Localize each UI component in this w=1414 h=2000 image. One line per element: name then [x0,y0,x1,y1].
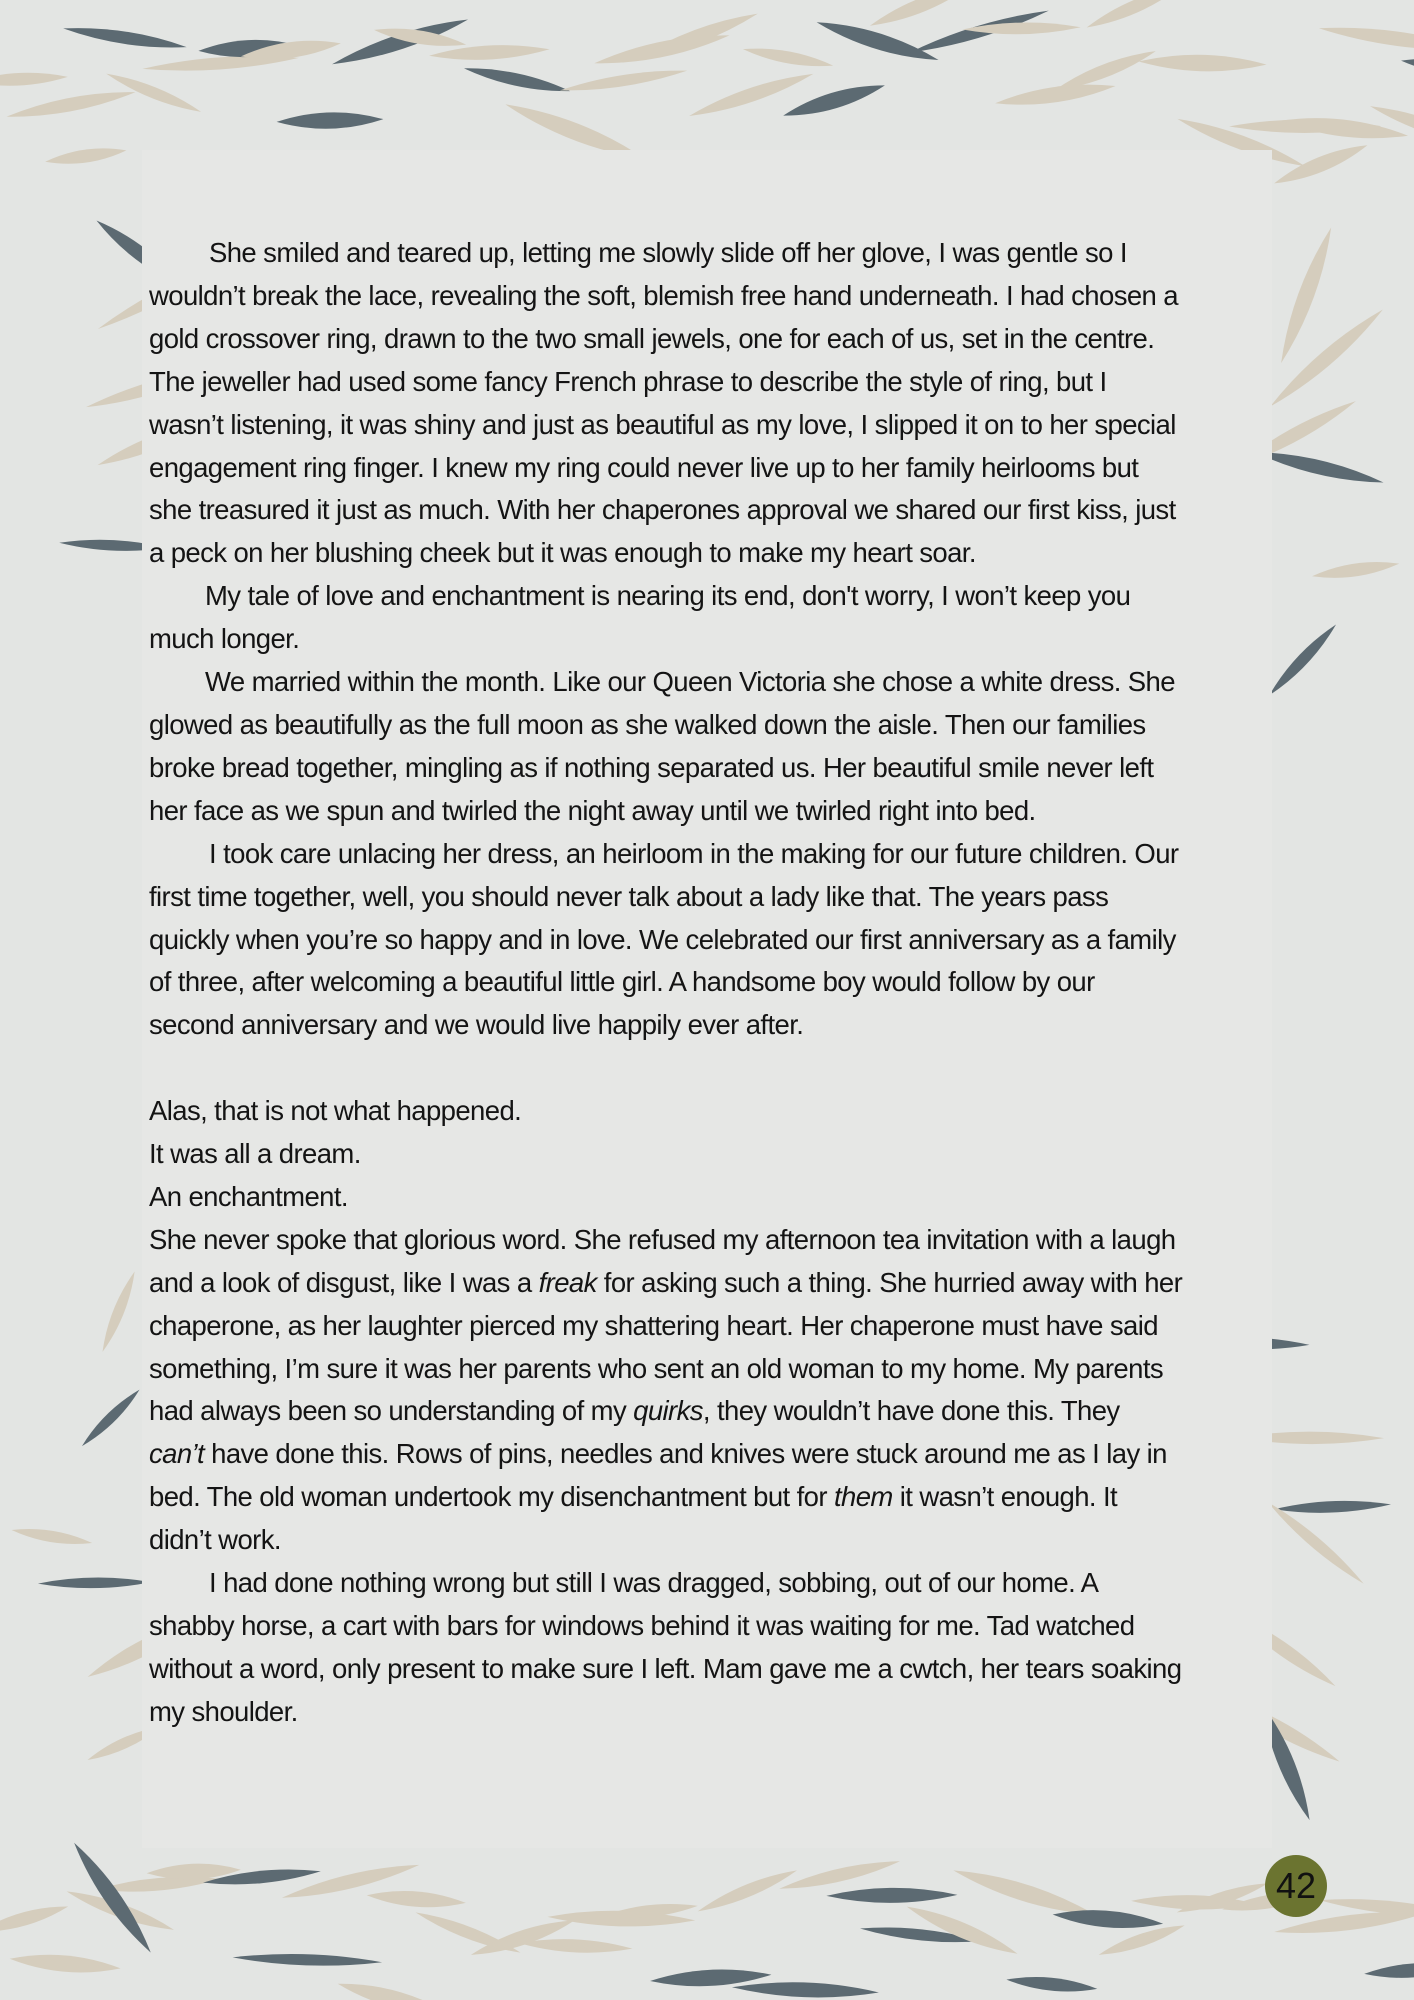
text-line: something, I’m sure it was her parents who sent an old woman to my home. My parents [149,1352,1164,1384]
text-line: her face as we spun and twirled the night away until we twirled right into bed. [149,794,1036,826]
leaf-shape [1274,1499,1392,1515]
leaf-shape [78,1386,143,1450]
leaf-shape [867,0,974,32]
leaf-shape [11,1524,93,1548]
text-line: shabby horse, a cart with bars for windows behind it was waiting for me. Tad watched [149,1609,1135,1641]
emphasis-word: can’t [149,1438,205,1470]
text-line: glowed as beautifully as the full moon as she walked down the aisle. Then our families [149,708,1146,740]
text-line: wouldn’t break the lace, revealing the soft, blemish free hand underneath. I had chosen a [149,279,1178,311]
leaf-shape [781,78,887,124]
text-line: We married within the month. Like our Queen Victoria she chose a white dress. She [205,666,1175,698]
leaf-shape [0,71,68,88]
text-line: didn’t work. [149,1524,281,1556]
leaf-shape [826,1887,957,1903]
leaf-shape [1084,0,1184,33]
leaf-shape [232,1952,382,1968]
leaf-shape [559,65,688,96]
text-run: , they wouldn’t have done this. They [702,1395,1120,1427]
text-line [149,1476,1274,1519]
text-line: of three, after welcoming a beautiful little girl. A handsome boy would follow by our [149,966,1095,998]
text-line: I had done nothing wrong but still I was dragged, sobbing, out of our home. A [209,1567,1099,1599]
text-line: It was all a dream. [149,1138,361,1170]
leaf-shape [5,86,136,124]
leaf-shape [1006,1973,1098,1995]
emphasis-word: quirks [633,1395,703,1427]
leaf-shape [994,78,1117,110]
text-line: My tale of love and enchantment is nearing its end, don't worry, I won’t keep you [205,580,1131,612]
text-line: An enchantment. [149,1180,348,1212]
leaf-shape [276,111,383,130]
text-run: it wasn’t enough. It [892,1481,1118,1513]
leaf-shape [38,1577,151,1589]
text-run: for asking such a thing. She hurried away with her [596,1266,1183,1298]
text-line: She smiled and teared up, letting me slowly slide off her glove, I was gentle so I [209,237,1127,268]
text-line: my shoulder. [149,1695,298,1727]
leaf-shape [62,22,187,53]
story-text [149,232,1274,1734]
text-line: quickly when you’re so happy and in love. We celebrated our first anniversary as a family [149,923,1176,955]
text-run: bed. The old woman undertook my disenchantment but for [149,1481,834,1513]
text-line [149,1262,1274,1305]
paragraph-gap [149,1047,1274,1090]
leaf-shape [1271,138,1370,190]
leaf-shape [336,1976,453,2000]
leaf-shape [1274,225,1339,366]
text-line: second anniversary and we would live happily ever after. [149,1009,804,1041]
text-line: Alas, that is not what happened. [149,1095,522,1127]
leaf-shape [1400,52,1414,86]
emphasis-word: freak [538,1266,597,1298]
emphasis-word: them [833,1481,893,1513]
text-line: she treasured it just as much. With her chaperones approval we shared our first kiss, just [149,494,1176,526]
leaf-shape [9,1951,121,1977]
leaf-shape [732,1980,879,2000]
text-run: have done this. Rows of pins, needles and knives were stuck around me as I lay in [204,1438,1167,1470]
text-line: The jeweller had used some fancy French phrase to describe the style of ring, but I [149,365,1107,397]
leaf-shape [366,1888,466,1911]
text-line: chaperone, as her laughter pierced my shattering heart. Her chaperone must have said [149,1309,1158,1341]
text-line: without a word, only present to make sure I left. Mam gave me a cwtch, her tears soaking [149,1652,1182,1684]
text-line [149,1433,1274,1476]
leaf-shape [1139,53,1267,73]
text-line: She never spoke that glorious word. She refused my afternoon tea invitation with a laugh [149,1223,1176,1255]
text-line: I took care unlacing her dress, an heirloom in the making for our future children. Our [209,837,1179,869]
text-run: had always been so understanding of my [149,1395,634,1427]
leaf-shape [695,1865,799,1918]
leaf-shape [1265,621,1340,700]
leaf-shape [44,144,127,168]
leaf-shape [1364,1960,1414,1981]
leaf-shape [1318,21,1414,56]
text-line: wasn’t listening, it was shiny and just as beautiful as my love, I slipped it on to her special [149,408,1176,440]
text-line: a peck on her blushing cheek but it was enough to make my heart soar. [149,537,976,569]
text-line [149,1390,1274,1433]
text-run: and a look of disgust, like I was a [149,1266,539,1298]
leaf-shape [97,1269,139,1353]
leaf-shape [742,43,834,71]
leaf-shape [463,62,572,97]
text-line: much longer. [149,623,300,655]
leaf-shape [413,1907,522,1958]
text-line: engagement ring finger. I knew my ring could never live up to her family heirlooms but [149,451,1139,483]
text-line: first time together, well, you should never talk about a lady like that. The years pass [149,880,1109,912]
leaf-shape [1311,557,1400,582]
leaf-shape [0,1900,70,1938]
page-number-badge: 42 [1265,1855,1327,1917]
text-line: broke bread together, mingling as if nothing separated us. Her beautiful smile never left [149,751,1154,783]
text-line: gold crossover ring, drawn to the two small jewels, one for each of us, set in the centre. [149,322,1155,354]
